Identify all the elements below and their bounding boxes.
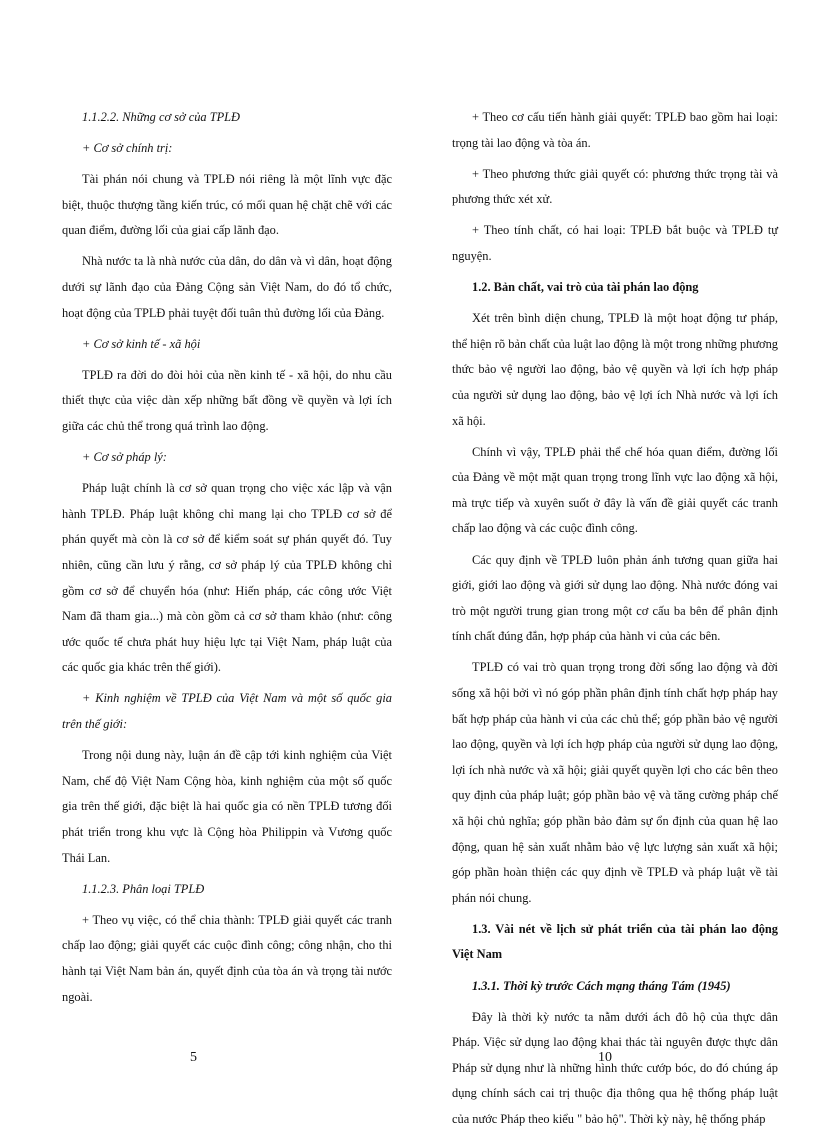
section-heading-1-1-2-3: 1.1.2.3. Phân loại TPLĐ bbox=[82, 881, 205, 896]
paragraph: + Theo vụ việc, có thể chia thành: TPLĐ giải quyết các tranh chấp lao động; giải quyết các cuộc đình công; công nhận, cho thi hành tại Việt Nam bản án, quyết định của tòa án và trọng tài nước ngoài. bbox=[62, 912, 392, 1004]
page-number-left: 5 bbox=[190, 1050, 197, 1065]
section-heading-1-3: 1.3. Vài nét về lịch sử phát triển của tài phán lao động Việt Nam bbox=[452, 921, 778, 962]
paragraph: Nhà nước ta là nhà nước của dân, do dân và vì dân, hoạt động dưới sự lãnh đạo của Đảng Cộng sản Việt Nam, do đó tổ chức, hoạt động của TPLĐ phải tuyệt đối tuân thủ đường lối của Đảng. bbox=[62, 254, 392, 320]
page-number-right: 10 bbox=[598, 1050, 612, 1065]
subheading-experience: + Kinh nghiệm về TPLĐ của Việt Nam và một số quốc gia trên thế giới: bbox=[62, 691, 392, 732]
right-page-column bbox=[452, 105, 778, 1138]
paragraph: Xét trên bình diện chung, TPLĐ là một hoạt động tư pháp, thể hiện rõ bản chất của luật lao động là một trong những phương thức bảo vệ người lao động, bảo vệ quyền và lợi ích hợp pháp của người sử dụng lao động, bảo vệ lợi ích Nhà nước và lợi ích xã hội. bbox=[452, 311, 778, 428]
paragraph: Trong nội dung này, luận án đề cập tới kinh nghiệm của Việt Nam, chế độ Việt Nam Cộng hòa, kinh nghiệm của một số quốc gia trên thế giới, đặc biệt là hai quốc gia có nền TPLĐ tương đối phát triển trong khu vực là Cộng hòa Philippin và Vương quốc Thái Lan. bbox=[62, 748, 392, 865]
subheading-legal-basis: + Cơ sở pháp lý: bbox=[82, 450, 167, 465]
paragraph: + Theo phương thức giải quyết có: phương thức trọng tài và phương thức xét xử. bbox=[452, 166, 778, 207]
section-heading-1-3-1: 1.3.1. Thời kỳ trước Cách mạng tháng Tám (1945) bbox=[472, 978, 731, 993]
paragraph: Tài phán nói chung và TPLĐ nói riêng là một lĩnh vực đặc biệt, thuộc thượng tầng kiến trúc, có mối quan hệ chặt chẽ với các quan điểm, đường lối của giai cấp lãnh đạo. bbox=[62, 172, 392, 238]
subheading-economic-basis: + Cơ sở kinh tế - xã hội bbox=[82, 336, 201, 351]
paragraph: Chính vì vậy, TPLĐ phải thể chế hóa quan điểm, đường lối của Đảng về một mặt quan trọng trong lĩnh vực lao động xã hội, mà trực tiếp và xuyên suốt ở đây là vấn đề giải quyết các tranh chấp lao động và các cuộc đình công. bbox=[452, 444, 778, 536]
paragraph: TPLĐ có vai trò quan trọng trong đời sống lao động và đời sống xã hội bởi vì nó góp phần phân định tính chất hợp pháp hay bất hợp pháp của hành vi của các chủ thể; góp phần bảo vệ người lao động, quyền và lợi ích hợp pháp của người sử dụng lao động, lợi ích nhà nước và xã hội; giải quyết quyền lợi cho các bên theo quy định của pháp luật; góp phần bảo vệ và tăng cường pháp chế xã hội chủ nghĩa; góp phần bảo đảm sự ổn định của quan hệ lao động, quan hệ sản xuất nhằm bảo vệ lực lượng sản xuất xã hội; góp phần hoàn thiện các quy định về TPLĐ và pháp luật về tài phán nói chung. bbox=[452, 660, 778, 905]
section-heading-1-2: 1.2. Bản chất, vai trò của tài phán lao động bbox=[472, 280, 699, 295]
paragraph: Pháp luật chính là cơ sở quan trọng cho việc xác lập và vận hành TPLĐ. Pháp luật không chỉ mang lại cho TPLĐ cơ sở để phán quyết mà còn là cơ sở để kiểm soát sự phán quyết đó. Tuy nhiên, cũng cần lưu ý rằng, cơ sở pháp lý của TPLĐ không chỉ gồm cơ sở để chuyển hóa (như: Hiến pháp, các công ước Việt Nam đã tham gia...) mà còn gồm cả cơ sở tham khảo (như: công ước quốc tế chưa phát huy hiệu lực tại Việt Nam, pháp luật của các quốc gia khác trên thế giới). bbox=[62, 481, 392, 675]
paragraph: Các quy định về TPLĐ luôn phản ánh tương quan giữa hai giới, giới lao động và giới sử dụng lao động. Nhà nước đóng vai trò một người trung gian trong một cơ cấu ba bên để phân định tính chất đúng đắn, hợp pháp của hành vi của các bên. bbox=[452, 552, 778, 644]
left-page-column bbox=[62, 105, 392, 1016]
paragraph: + Theo cơ cấu tiến hành giải quyết: TPLĐ bao gồm hai loại: trọng tài lao động và tòa án. bbox=[452, 110, 778, 150]
paragraph: TPLĐ ra đời do đòi hỏi của nền kinh tế - xã hội, do nhu cầu thiết thực của việc dàn xếp những bất đồng về quyền và lợi ích giữa các chủ thể trong quá trình lao động. bbox=[62, 367, 392, 434]
section-heading-1-1-2-2: 1.1.2.2. Những cơ sở của TPLĐ bbox=[82, 110, 241, 124]
paragraph: + Theo tính chất, có hai loại: TPLĐ bắt buộc và TPLĐ tự nguyện. bbox=[452, 223, 778, 263]
paragraph: Đây là thời kỳ nước ta nằm dưới ách đô hộ của thực dân Pháp. Việc sử dụng lao động khai thác tài nguyên được thực dân Pháp sử dụng như là những hình thức cướp bóc, do đó chúng áp dụng chính sách cai trị thuộc địa thông qua hệ thống pháp luật của nước Pháp theo kiểu " bảo hộ". Thời kỳ này, hệ thống pháp bbox=[452, 1009, 778, 1126]
subheading-political-basis: + Cơ sở chính trị: bbox=[82, 141, 173, 156]
